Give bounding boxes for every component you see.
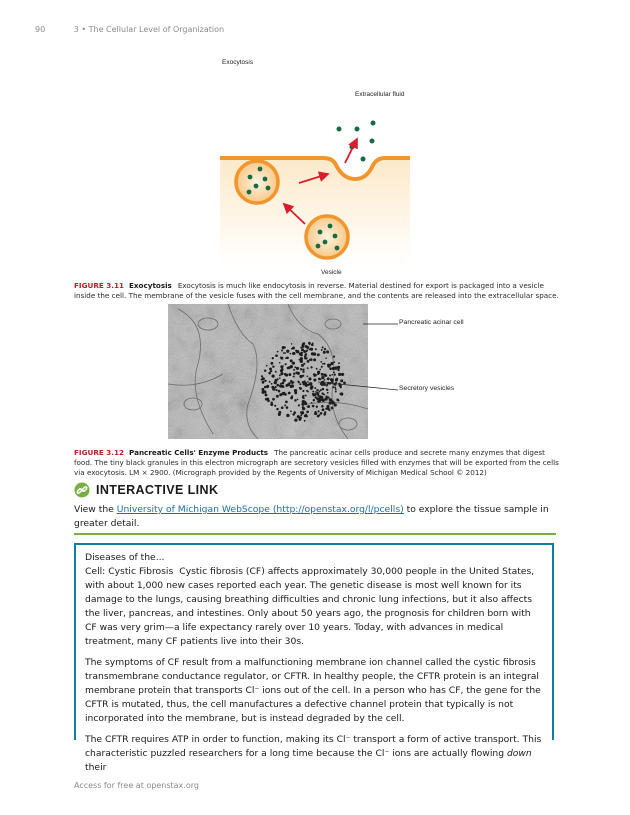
granule-dot (326, 350, 329, 353)
granule-dot (334, 374, 336, 376)
granule-dot (293, 373, 295, 375)
granule-dot (323, 374, 326, 377)
granule-dot (313, 395, 315, 397)
granule-dot (286, 350, 289, 353)
granule-dot (323, 363, 325, 365)
granule-dot (338, 362, 340, 364)
granule-dot (288, 373, 291, 376)
granule-dot (343, 382, 346, 385)
granule-dot (310, 348, 313, 351)
fusing-vesicle (236, 161, 278, 203)
granule-dot (298, 404, 300, 406)
granule-dot (321, 376, 324, 379)
granule-dot (265, 398, 268, 401)
granule-dot (297, 372, 300, 375)
label-vesicle: Vesicle (321, 269, 342, 276)
interactive-link-title: INTERACTIVE LINK (96, 483, 219, 497)
granule-dot (330, 362, 333, 365)
granule-dot (279, 393, 282, 396)
figure-exocytosis-diagram (205, 55, 425, 280)
granule-dot (311, 352, 314, 355)
granule-dot (291, 384, 294, 387)
granule-dot (321, 366, 323, 368)
granule-dot (278, 390, 281, 393)
granule-dot (302, 342, 305, 345)
granule-dot (271, 386, 274, 389)
granule-dot (302, 369, 304, 371)
link-text-before: View the (74, 504, 117, 515)
granule-dot (282, 382, 285, 385)
granule-dot (281, 406, 284, 409)
granule-dot (315, 411, 317, 413)
granule-dot (304, 420, 306, 422)
webscope-link[interactable]: University of Michigan WebScope (http://openstax.org/l/pcells) (116, 504, 404, 515)
granule-dot (318, 378, 321, 381)
granule-dot (307, 367, 309, 369)
granule-dot (307, 381, 309, 383)
granule-dot (279, 377, 281, 379)
granule-dot (290, 410, 292, 412)
granule-dot (276, 384, 279, 387)
granule-dot (297, 399, 299, 401)
granule-dot (333, 361, 335, 363)
page-footer: Access for free at openstax.org (74, 781, 199, 790)
granule-dot (281, 349, 283, 351)
granule-dot (270, 362, 273, 365)
granule-dot (320, 389, 322, 391)
granule-dot (290, 365, 293, 368)
granule-dot (317, 353, 320, 356)
granule-dot (320, 361, 322, 363)
granule-dot (326, 389, 328, 391)
granule-dot (278, 411, 281, 414)
granule-dot (314, 374, 317, 377)
granule-dot (284, 404, 286, 406)
granule-dot (326, 384, 328, 386)
granule-dot (324, 348, 326, 350)
granule-dot (316, 368, 318, 370)
granule-dot (315, 348, 317, 350)
granule-dot (323, 394, 325, 396)
feature-p3-emphasis: down (506, 748, 532, 759)
granule-dot (262, 381, 265, 384)
granule-dot (340, 386, 342, 388)
page-number: 90 (35, 25, 46, 34)
granule-dot (285, 384, 288, 387)
section-divider (74, 533, 556, 535)
link-icon (74, 482, 90, 498)
granule-dot (293, 375, 295, 377)
figure-3-11-caption (74, 281, 564, 301)
interactive-link-paragraph (74, 503, 554, 531)
granule-dot (329, 375, 331, 377)
granule-dot (334, 403, 337, 406)
granule-dot (294, 390, 296, 392)
granule-dot (292, 352, 295, 355)
granule-dot (328, 409, 330, 411)
granule-dot (288, 382, 290, 384)
granule-dot (262, 389, 264, 391)
granule-dot (341, 373, 343, 375)
granule-dot (312, 342, 314, 344)
granule-dot (275, 389, 277, 391)
granule-dot (300, 414, 302, 416)
granule-dot (312, 391, 314, 393)
granule-dot (327, 392, 329, 394)
granule-dot (333, 355, 335, 357)
diagram-title: Exocytosis (222, 59, 254, 66)
feature-lead: Cell: Cystic Fibrosis (85, 566, 174, 577)
granule-dot (307, 406, 309, 408)
granule-dot (317, 400, 319, 402)
granule-dot (323, 383, 326, 386)
granule-dot (284, 393, 287, 396)
figure-3-12-title: Pancreatic Cells' Enzyme Products (129, 448, 269, 457)
granule-dot (338, 373, 341, 376)
granule-dot (306, 410, 309, 413)
granule-dot (335, 388, 337, 390)
granule-dot (299, 352, 302, 355)
granule-dot (327, 365, 330, 368)
granule-dot (309, 382, 312, 385)
granule-dot (334, 386, 336, 388)
granule-dot (319, 369, 321, 371)
link-text-after: to explore the tissue sample in greater detail. (74, 504, 549, 529)
figure-3-11-text: Exocytosis is much like endocytosis in reverse. Material destined for export is packaged into a vesicle inside the cell. The membrane of the vesicle fuses with the cell membrane, and the contents are released into the extracellular space. (74, 281, 559, 300)
granule-dot (293, 369, 295, 371)
granule-dot (308, 377, 311, 380)
granule-dot (291, 382, 293, 384)
granule-dot (281, 357, 284, 360)
granule-dot (325, 357, 327, 359)
granule-dot (331, 374, 333, 376)
chapter-title: 3 • The Cellular Level of Organization (73, 25, 225, 34)
granule-dot (298, 381, 300, 383)
granule-dot (301, 364, 304, 367)
granule-dot (300, 368, 302, 370)
granule-dot (276, 395, 279, 398)
granule-dot (305, 394, 307, 396)
feature-paragraph-1 (85, 565, 544, 649)
granule-dot (280, 383, 282, 385)
granule-dot (302, 390, 304, 392)
granule-dot (327, 377, 330, 380)
granule-dot (276, 408, 279, 411)
granule-dot (298, 359, 300, 361)
granule-dot (337, 399, 339, 401)
granule-dot (299, 387, 301, 389)
granule-dot (271, 374, 274, 377)
granule-dot (291, 343, 293, 345)
granule-dot (283, 386, 285, 388)
granule-dot (302, 396, 304, 398)
granule-dot (281, 372, 283, 374)
granule-dot (292, 362, 295, 365)
granule-dot (294, 391, 297, 394)
diseases-feature-box (74, 543, 554, 773)
granule-dot (313, 378, 316, 381)
granule-dot (318, 410, 320, 412)
granule-dot (320, 412, 323, 415)
granule-dot (306, 390, 308, 392)
granule-dot (310, 366, 312, 368)
granule-dot (320, 396, 323, 399)
granule-dot (314, 387, 316, 389)
granule-dot (319, 391, 321, 393)
granule-dot (268, 372, 271, 375)
granule-dot (269, 381, 271, 383)
granule-dot (322, 346, 324, 348)
figure-3-11-number: FIGURE 3.11 (74, 281, 125, 290)
granule-dot (307, 360, 310, 363)
granule-dot (300, 411, 302, 413)
granule-dot (331, 407, 334, 410)
granule-dot (318, 372, 320, 374)
granule-dot (272, 357, 274, 359)
granule-dot (301, 403, 304, 406)
feature-p3-end: their (85, 762, 107, 773)
arrow-release (345, 139, 357, 163)
granule-dot (305, 403, 307, 405)
granule-dot (274, 386, 276, 388)
granule-dot (306, 375, 308, 377)
granule-dot (316, 406, 318, 408)
feature-paragraph-3 (85, 733, 544, 775)
granule-dot (304, 382, 307, 385)
figure-3-12-caption (74, 448, 564, 478)
granule-dot (299, 383, 301, 385)
granule-dot (266, 365, 268, 367)
granule-dot (333, 371, 335, 373)
exocytosis-svg (205, 55, 425, 280)
label-pancreatic-acinar-cell: Pancreatic acinar cell (399, 319, 464, 326)
granule-dot (286, 406, 289, 409)
granule-dot (286, 357, 289, 360)
granule-dot (283, 379, 286, 382)
granule-dot (340, 379, 343, 382)
granule-dot (300, 347, 302, 349)
granule-dot (296, 367, 299, 370)
granule-dot (294, 418, 297, 421)
granule-dot (329, 367, 332, 370)
lower-vesicle (306, 216, 348, 258)
interactive-link-heading (74, 482, 218, 498)
granule-dot (329, 402, 332, 405)
granule-dot (337, 369, 339, 371)
granule-dot (302, 371, 304, 373)
granule-dot (322, 388, 325, 391)
granule-dot (323, 351, 326, 354)
granule-dot (317, 415, 320, 418)
figure-micrograph (168, 304, 488, 444)
granule-dot (277, 378, 279, 380)
granule-dot (306, 384, 308, 386)
granule-dot (315, 396, 318, 399)
granule-dot (285, 401, 288, 404)
granule-dot (282, 365, 284, 367)
feature-paragraph-2: The symptoms of CF result from a malfunctioning membrane ion channel called the cystic fibrosis transmembrane conductance regulator, or CFTR. In healthy people, the CFTR protein is an integral membrane protein that transports Cl⁻ ions out of the cell. In a person who has CF, the gene for the CFTR is mutated, thus, the cell manufactures a defective channel protein that typically is not incorporated into the membrane, but is instead degraded by the cell. (85, 657, 541, 724)
granule-dot (275, 354, 278, 357)
granule-dot (304, 353, 307, 356)
granule-dot (277, 351, 279, 353)
granule-dot (325, 408, 327, 410)
granule-dot (296, 350, 299, 353)
granule-dot (283, 352, 285, 354)
granule-dot (306, 350, 308, 352)
figure-3-11-title: Exocytosis (129, 281, 172, 290)
granule-dot (292, 347, 295, 350)
granule-dot (298, 418, 301, 421)
figure-3-12-text: The pancreatic acinar cells produce and secrete many enzymes that digest food. The tiny black granules in this electron micrograph are secretory vesicles filled with enzymes that will be exported from the cells via exocytosis. LM × 2900. (Micrograph provided by the Regents of University of Michigan Medical School © 2012) (74, 448, 559, 477)
granule-dot (300, 357, 303, 360)
granule-dot (260, 379, 262, 381)
figure-3-12-number: FIGURE 3.12 (74, 448, 125, 457)
granule-dot (280, 369, 283, 372)
granule-dot (285, 374, 288, 377)
granule-dot (311, 402, 313, 404)
label-extracellular-fluid: Extracellular fluid (355, 91, 405, 98)
granule-dot (279, 374, 281, 376)
granule-dot (266, 385, 269, 388)
granule-dot (309, 343, 311, 345)
granule-dot (332, 386, 334, 388)
granule-dot (271, 383, 273, 385)
granule-dot (304, 415, 307, 418)
granule-dot (291, 395, 293, 397)
granule-dot (304, 401, 306, 403)
granule-dot (279, 384, 282, 387)
granule-dot (271, 402, 273, 404)
granule-dot (285, 363, 287, 365)
granule-dot (335, 391, 337, 393)
granule-dot (264, 369, 266, 371)
label-secretory-vesicles: Secretory vesicles (399, 385, 455, 392)
granule-dot (272, 398, 275, 401)
granule-dot (335, 378, 338, 381)
granule-dot (313, 358, 316, 361)
granule-dot (279, 362, 281, 364)
granule-dot (324, 397, 327, 400)
granule-dot (294, 399, 297, 402)
granule-dot (321, 349, 323, 351)
granule-dot (275, 371, 277, 373)
granule-dot (261, 375, 263, 377)
feature-p3-start: The CFTR requires ATP in order to function, making its Cl⁻ transport a form of active transport. This characteristic puzzled researchers for a long time because the Cl⁻ ions are actually flowing (85, 734, 542, 759)
granule-dot (310, 358, 313, 361)
granule-dot (288, 392, 291, 395)
granule-dot (286, 414, 289, 417)
feature-p1-text: Cystic fibrosis (CF) affects approximately 30,000 people in the United States, with about 1,000 new cases reported each year. The genetic disease is most well known for its damage to the lungs, causing breathing difficulties and chronic lung infections, but it also affects the liver, pancreas, and intestines. Only about 50 years ago, the prognosis for children born with CF was very grim—a life expectancy rarely over 10 years. Today, with advances in medical treatment, many CF patients live into their 30s. (85, 566, 535, 647)
granule-dot (334, 366, 337, 369)
granule-dot (316, 392, 319, 395)
granule-dot (304, 355, 307, 358)
granule-dot (307, 346, 309, 348)
granule-dot (322, 408, 325, 411)
granule-dot (321, 373, 324, 376)
granule-dot (312, 405, 315, 408)
granule-dot (310, 385, 313, 388)
granule-dot (269, 367, 272, 370)
granule-dot (324, 411, 326, 413)
granule-dot (339, 393, 341, 395)
granule-dot (324, 379, 326, 381)
granule-dot (264, 380, 266, 382)
granule-dot (284, 346, 286, 348)
granule-dot (330, 378, 332, 380)
running-header (35, 25, 224, 34)
granule-dot (313, 399, 315, 401)
granule-dot (316, 389, 318, 391)
granule-dot (272, 366, 274, 368)
granule-dot (290, 359, 293, 362)
feature-kicker: Diseases of the... (85, 552, 165, 563)
granule-dot (294, 411, 297, 414)
granule-dot (299, 375, 302, 378)
granule-dot (303, 407, 305, 409)
granule-dot (333, 383, 336, 386)
granule-dot (265, 393, 268, 396)
granule-dot (321, 405, 324, 408)
granule-dot (322, 363, 324, 365)
granule-dot (274, 405, 276, 407)
granule-dot (290, 353, 292, 355)
granule-dot (301, 348, 304, 351)
